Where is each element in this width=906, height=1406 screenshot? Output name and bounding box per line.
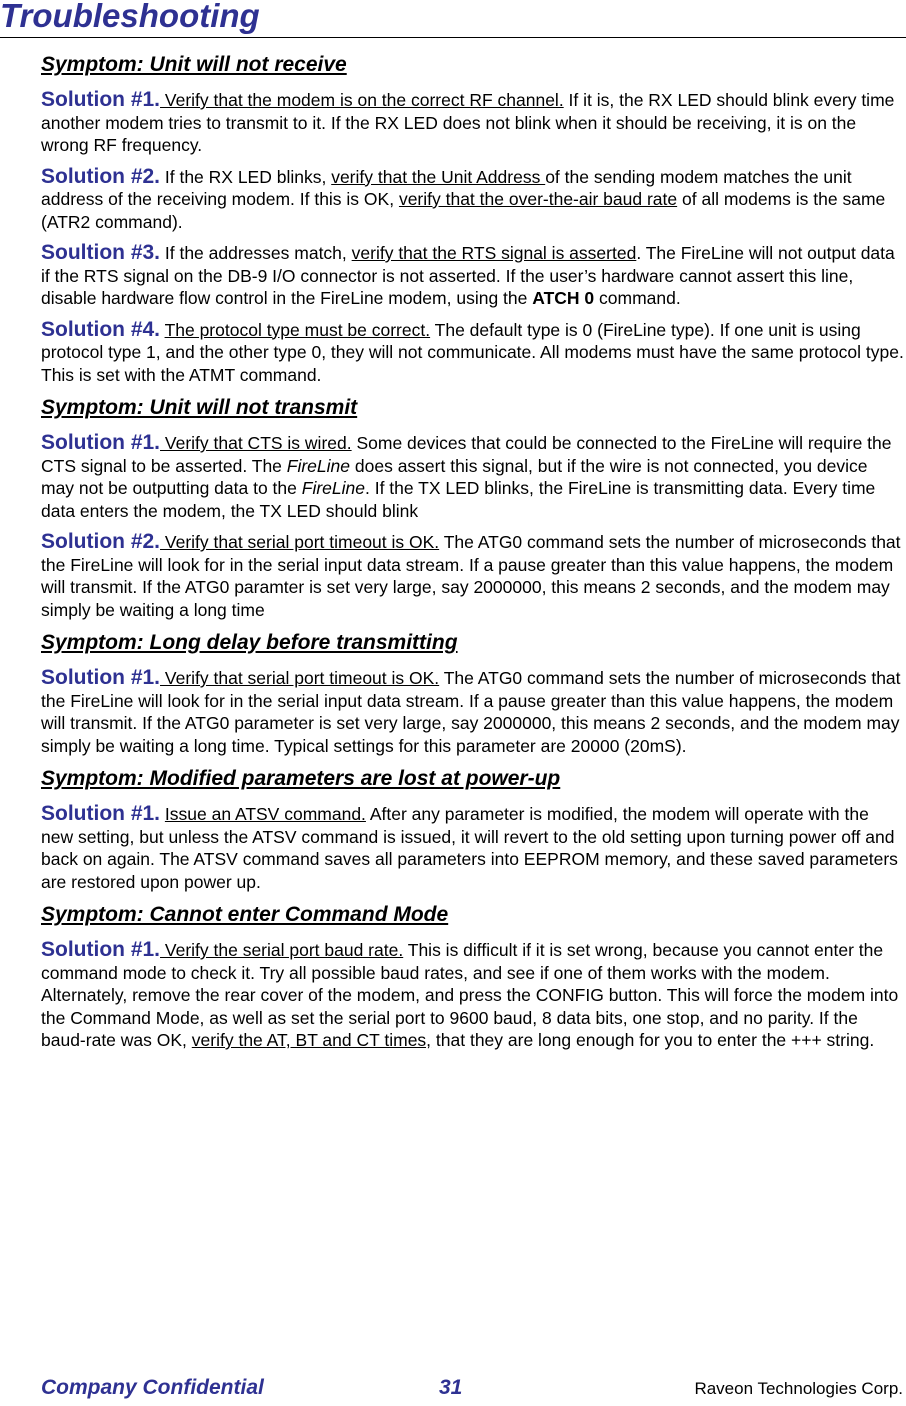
solution-paragraph [41, 803, 905, 893]
product-name: FireLine [301, 478, 365, 498]
page-title: Troubleshooting [0, 0, 260, 34]
solution-text: command. [594, 288, 681, 308]
solution-text: of the sending modem matches the unit address of the receiving modem. If this is OK, [41, 166, 852, 209]
solution-label: Solution #1. [41, 431, 161, 454]
solution-paragraph [41, 939, 905, 1052]
solution-text: that they are long enough for you to enter the +++ string. [431, 1030, 875, 1050]
solution-action: verify the AT, BT and CT times, [191, 1030, 432, 1050]
solution-paragraph [41, 432, 905, 522]
solution-action: verify that the over-the-air baud rate [398, 189, 678, 209]
symptom-heading: Symptom: Unit will not transmit [41, 396, 358, 419]
solution-text: The ATG0 command sets the number of microseconds that the FireLine will look for in the serial input data stream. If a pause greater than this value happens, the modem will transmit. If the ATG0 paramter is set very large, say 2000000, this means 2 seconds, and the modem may simply be waiting a long time [41, 532, 901, 620]
solution-action: verify that the RTS signal is asserted [351, 243, 637, 263]
solution-action: The protocol type must be correct. [164, 319, 431, 340]
solution-action: Verify that serial port timeout is OK. [160, 532, 440, 552]
page-footer [41, 1376, 903, 1406]
confidentiality-notice: Company Confidential [41, 1376, 264, 1399]
solution-text: Some devices that could be connected to the FireLine will require the CTS signal to be asserted. The [41, 433, 892, 476]
solution-label: Solution #1. [41, 802, 161, 825]
solution-label: Solution #1. [41, 938, 161, 961]
solution-paragraph [41, 667, 905, 757]
document-body [41, 52, 905, 1061]
solution-text: The default type is 0 (FireLine type). If one unit is using protocol type 1, and the other type 0, they will not communicate. All modems must have the same protocol type. This is set with the ATMT command. [41, 319, 904, 385]
solution-text: does assert this signal, but if the wire is not connected, you device may not be outputting data to the [41, 455, 868, 498]
solution-paragraph [41, 89, 905, 157]
company-name: Raveon Technologies Corp. [694, 1379, 903, 1398]
solution-text: This is difficult if it is set wrong, because you cannot enter the command mode to check it. Try all possible baud rates, and see if one of them works with the modem. Alternately, remove the rear cover of the modem, and press the CONFIG button. This will force the modem into the Command Mode, as well as set the serial port to 9600 baud, 8 data bits, one stop, and no parity. If the baud-rate was OK, [41, 940, 899, 1050]
symptom-heading: Symptom: Modified parameters are lost at power-up [41, 767, 561, 790]
solution-paragraph [41, 531, 905, 621]
solution-action: verify that the Unit Address [331, 166, 546, 187]
solution-action: Verify that the modem is on the correct RF channel. [160, 90, 564, 110]
page-number: 31 [439, 1376, 463, 1399]
solution-paragraph [41, 319, 905, 387]
solution-action: Issue an ATSV command. [164, 804, 366, 824]
solution-label: Solution #1. [41, 88, 161, 111]
solution-text: . The FireLine will not output data if the RTS signal on the DB-9 I/O connector is not asserted. If the user’s hardware cannot assert this line, disable hardware flow control in the FireLine modem, using the [41, 243, 895, 308]
title-divider [0, 37, 906, 38]
solution-action: Verify the serial port baud rate. [160, 940, 404, 960]
solution-action: Verify that CTS is wired. [160, 433, 352, 453]
symptom-heading: Symptom: Cannot enter Command Mode [41, 903, 449, 926]
solution-action: Verify that serial port timeout is OK. [160, 668, 440, 688]
symptom-heading: Symptom: Long delay before transmitting [41, 631, 458, 654]
solution-label: Solution #4. [41, 317, 161, 341]
solution-text: If the addresses match, [160, 243, 352, 263]
product-name: FireLine [286, 455, 351, 476]
solution-text: of all modems is the same (ATR2 command). [41, 189, 886, 232]
solution-text: If it is, the RX LED should blink every time another modem tries to transmit to it. If the RX LED does not blink when it should be receiving, it is on the wrong RF frequency. [41, 90, 895, 155]
solution-text: After any parameter is modified, the modem will operate with the new setting, but unless the ATSV command is issued, it will revert to the old setting upon turning power off and back on again. The ATSV command saves all parameters into EEPROM memory, and these saved parameters are restored upon power up. [41, 804, 898, 892]
symptom-heading: Symptom: Unit will not receive [41, 53, 347, 76]
solution-paragraph [41, 166, 905, 234]
solution-label: Solution #2. [41, 530, 161, 553]
solution-label: Soultion #3. [41, 241, 161, 264]
solution-text: . If the TX LED blinks, the FireLine is transmitting data. Every time data enters the modem, the TX LED should blink [41, 478, 876, 521]
solution-label: Solution #1. [41, 666, 161, 689]
command-name: ATCH 0 [532, 288, 595, 308]
solution-text: The ATG0 command sets the number of microseconds that the FireLine will look for in the serial input data stream. If a pause greater than this value happens, the modem will transmit. If the ATG0 parameter is set very large, say 2000000, this means 2 seconds, and the modem may simply be waiting a long time. Typical settings for this parameter are 20000 (20mS). [41, 668, 901, 756]
solution-label: Solution #2. [41, 164, 161, 188]
solution-text: If the RX LED blinks, [160, 166, 332, 187]
solution-paragraph [41, 242, 905, 310]
